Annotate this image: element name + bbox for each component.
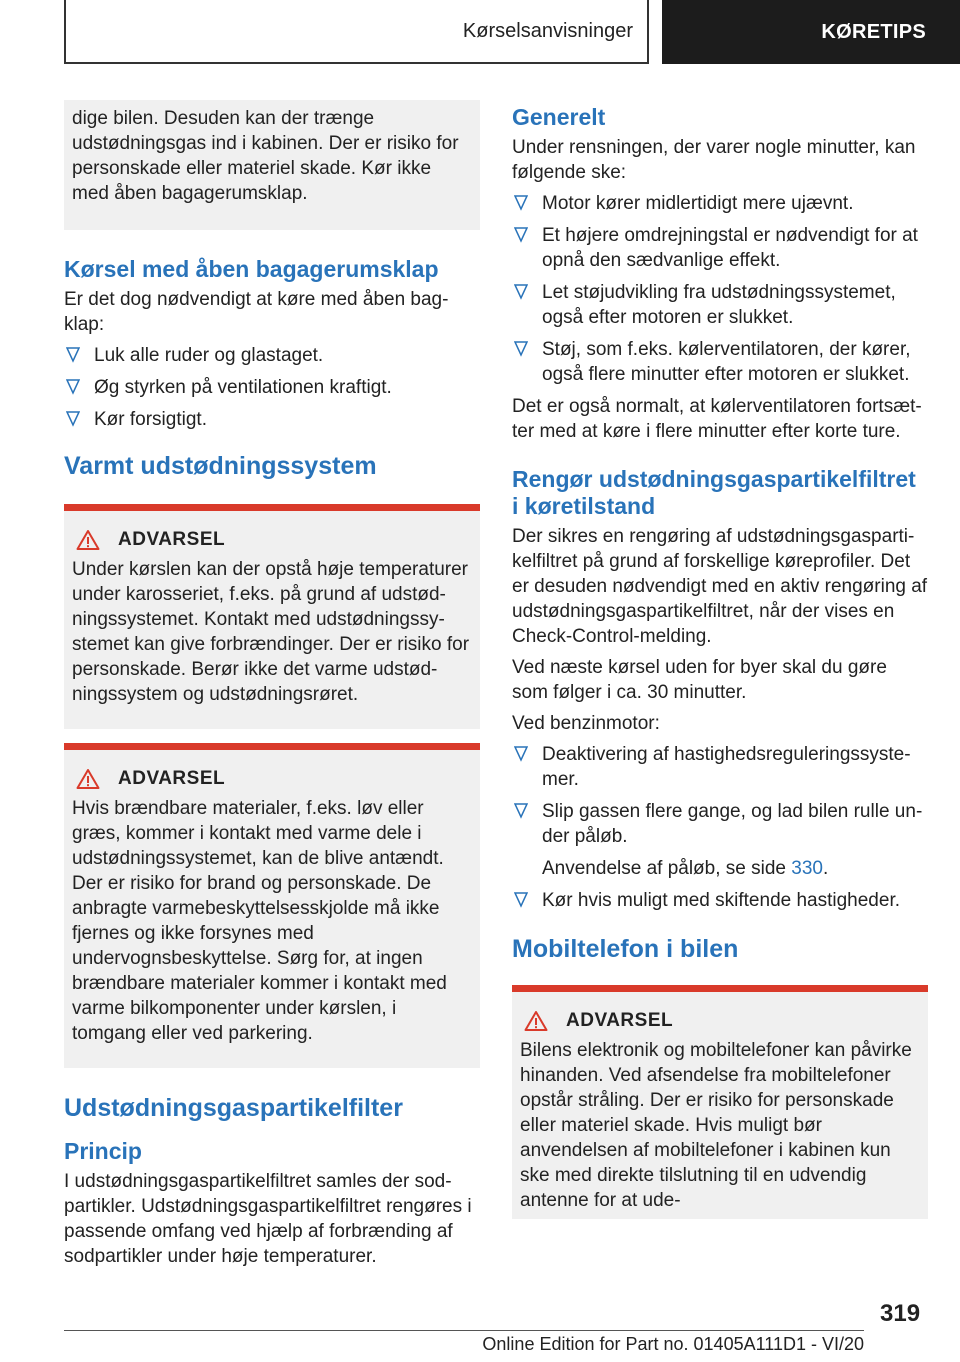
bullet-triangle-icon [514, 284, 528, 300]
heading-clean-filter: Rengør udstødningsgaspartikelfiltret i køretilstand [512, 466, 916, 519]
coast-reference: Anvendelse af påløb, se side 330. [542, 858, 829, 879]
list-item: Luk alle ruder og glastaget. [64, 343, 480, 368]
list-item: Deaktivering af hastighedsreguleringssystemer. [512, 742, 928, 792]
paragraph-principle: I udstødningsgaspartikelfiltret samles der sodpartikler. Udstødningsgaspartikelfiltret rengøres i passende omfang ved hjælp af forbrænding af sodpartikler under høje temperaturer. [64, 1171, 472, 1267]
paragraph-open-tailgate: Er det dog nødvendigt at køre med åben bagklap: [64, 289, 449, 335]
warning-triangle-icon [524, 1010, 548, 1032]
bullet-triangle-icon [514, 195, 528, 211]
heading-general: Generelt [512, 104, 606, 130]
header-section-tab [64, 0, 649, 64]
list-item: Motor kører midlertidigt mere ujævnt. [512, 191, 928, 216]
paragraph-clean-1: Der sikres en rengøring af udstødningsgaspartikelfiltret på grund af forskellige køreprofiler. Det er desuden nødvendigt med en aktiv rengøring af udstødningsgaspartikelfiltret, når der vises en Check-Control-melding. [512, 526, 928, 647]
open-tailgate-list [64, 343, 480, 432]
heading-hot-exhaust: Varmt udstødningssystem [64, 452, 377, 480]
header-chapter-tab [662, 0, 960, 64]
warning-title: ADVARSEL [76, 529, 472, 551]
petrol-list [512, 742, 928, 849]
warning-text: Under kørslen kan der opstå høje temperaturer under karosseriet, f.eks. på grund af udstødningssystemet. Kontakt med udstødningssystemet kan give forbrændinger. Der er risiko for personskade. Berør ikke det varme udstødningssystem og udstødningsrøret. [72, 559, 470, 705]
header-chapter-title: KØRETIPS [821, 20, 926, 43]
paragraph-petrol: Ved benzinmotor: [512, 713, 660, 734]
footer-divider [64, 1330, 864, 1331]
warning-title: ADVARSEL [76, 768, 472, 790]
left-column [64, 100, 480, 1275]
heading-principle: Princip [64, 1138, 142, 1164]
list-item: Slip gassen flere gange, og lad bilen rulle under påløb. [512, 799, 928, 849]
warning-text: Bilens elektronik og mobiltelefoner kan påvirke hinanden. Ved afsendelse fra mobiltelefoner opstår stråling. Der er risiko for personskade eller materiel skade. Hvis muligt bør anvendelsen af mobiltelefoner i kabinen kun ske med direkte tilslutning til en udvendig antenne for at ude- [520, 1040, 912, 1211]
paragraph-normal: Det er også normalt, at kølerventilatoren fortsætter med at køre i flere minutter efter korte ture. [512, 396, 922, 442]
petrol-list-end [512, 888, 928, 913]
bullet-triangle-icon [514, 892, 528, 908]
page-number: 319 [880, 1300, 921, 1327]
warning-box-flammable [64, 743, 480, 1068]
page-reference-link[interactable]: 330 [791, 858, 823, 879]
bullet-triangle-icon [66, 379, 80, 395]
heading-particle-filter: Udstødningsgaspartikelfilter [64, 1094, 403, 1122]
footer-edition: Online Edition for Part no. 01405A111D1 - VI/20 [482, 1334, 864, 1354]
list-item: Et højere omdrejningstal er nødvendigt for at opnå den sædvanlige effekt. [512, 223, 928, 273]
bullet-triangle-icon [66, 411, 80, 427]
warning-box-hot-exhaust [64, 504, 480, 729]
bullet-triangle-icon [514, 803, 528, 819]
bullet-triangle-icon [514, 341, 528, 357]
warning-triangle-icon [76, 529, 100, 551]
general-list [512, 191, 928, 387]
bullet-triangle-icon [514, 746, 528, 762]
warning-triangle-icon [76, 768, 100, 790]
heading-mobile-phone: Mobiltelefon i bilen [512, 935, 739, 963]
list-item: Kør hvis muligt med skiftende hastigheder. [512, 888, 928, 913]
list-item: Øg styrken på ventilationen kraftigt. [64, 375, 480, 400]
paragraph-general: Under rensningen, der varer nogle minutter, kan følgende ske: [512, 137, 916, 183]
right-column [512, 100, 928, 1219]
heading-open-tailgate: Kørsel med åben bagagerumsklap [64, 256, 439, 282]
warning-text: Hvis brændbare materialer, f.eks. løv eller græs, kommer i kontakt med varme dele i udstødningssystemet, kan de blive antændt. Der er risiko for brand og personskade. De anbragte varmebeskyttelsesskjolde må ikke fjernes og ikke forsynes med undervognsbeskyttelse. Sørg for, at ingen brændbare materialer kommer i kontakt med varme bilkomponenter under kørslen, i tomgang eller ved parkering. [72, 798, 447, 1044]
list-item: Kør forsigtigt. [64, 407, 480, 432]
continued-warning-box [64, 100, 480, 230]
continued-warning-text: dige bilen. Desuden kan der trænge udstødningsgas ind i kabinen. Der er risiko for personskade eller materiel skade. Kør ikke med åben bagagerumsklap. [72, 108, 459, 204]
bullet-triangle-icon [66, 347, 80, 363]
paragraph-clean-2: Ved næste kørsel uden for byer skal du gøre som følger i ca. 30 minutter. [512, 657, 887, 703]
list-item: Støj, som f.eks. kølerventilatoren, der kører, også flere minutter efter motoren er slukket. [512, 337, 928, 387]
header-section-title: Kørselsanvisninger [462, 19, 633, 42]
list-item: Let støjudvikling fra udstødningssystemet, også efter motoren er slukket. [512, 280, 928, 330]
warning-title: ADVARSEL [524, 1010, 920, 1032]
bullet-triangle-icon [514, 227, 528, 243]
warning-box-mobile [512, 985, 928, 1219]
